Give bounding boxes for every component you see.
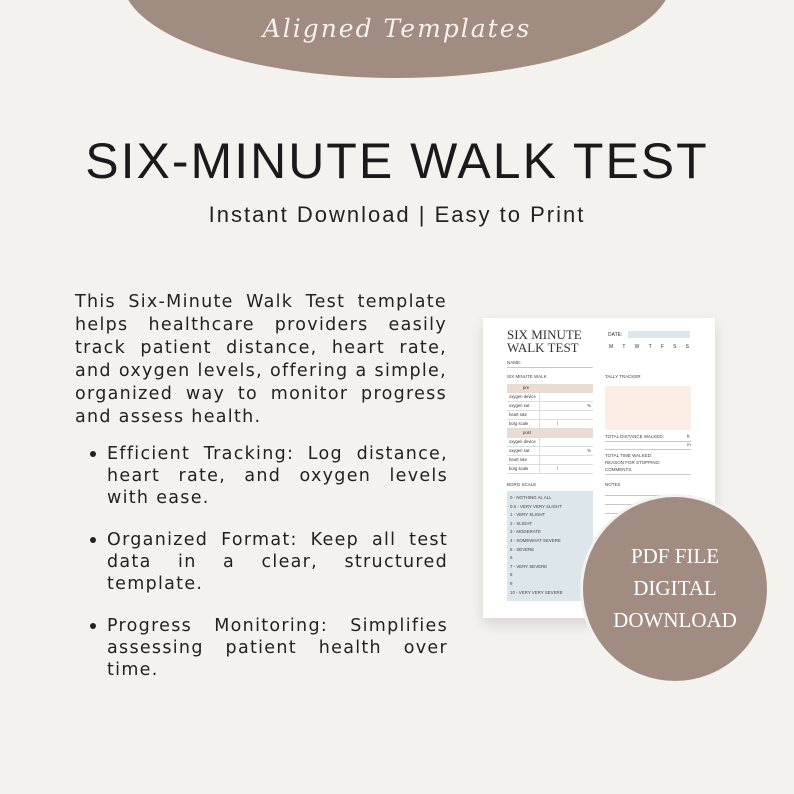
feature-item: Efficient Tracking: Log distance, heart rate, and oxygen levels with ease.	[88, 443, 448, 509]
bullet-icon	[90, 537, 96, 543]
brand-logo-text: Aligned Templates	[262, 14, 532, 43]
preview-time-label: TOTAL TIME WALKED:	[605, 453, 653, 458]
preview-tally-label: TALLY TRACKER	[605, 374, 641, 379]
preview-comments-label: COMMENTS:	[605, 467, 633, 472]
bullet-icon	[90, 623, 96, 629]
preview-unit-ft: ft	[687, 434, 690, 439]
preview-date-label: DATE:	[608, 332, 623, 338]
preview-rule	[507, 367, 593, 368]
preview-distance-label: TOTAL DISTANCE WALKED:	[605, 434, 664, 439]
preview-pre-table: pre oxygen device oxygen sat % heart rate borg scale /	[507, 384, 593, 429]
preview-tally-box	[605, 386, 691, 430]
preview-rule	[605, 449, 691, 450]
preview-borg-scale: 0 - NOTHING AL ALL 0.5 - VERY VERY SLIGHT 1 - VERY SLIGHT 2 - SLIGHT 3 - MODERATE 4 - SOMEWHAT SEVERE 5 - SEVERE 6 7 - VERY SEVERE 8 9 10 - VERY VERY SEVERE	[507, 491, 593, 601]
preview-rule	[605, 474, 691, 475]
preview-borg-label: BORG SCALE	[507, 482, 537, 487]
preview-notes-label: NOTES	[605, 482, 621, 487]
preview-name-label: NAME:	[507, 360, 522, 365]
feature-item: Organized Format: Keep all test data in a clear, structured template.	[88, 529, 448, 595]
preview-post-table: post oxygen device oxygen sat % heart rate borg scale /	[507, 429, 593, 474]
preview-walk-label: SIX MINUTE WALK	[507, 374, 547, 379]
product-description: This Six-Minute Walk Test template helps healthcare providers easily track patient distance, heart rate, and oxygen levels, offering a simple, organized way to monitor progress and assess health.	[75, 292, 447, 427]
preview-date-field	[628, 331, 690, 338]
preview-rule	[605, 441, 691, 442]
download-badge-text: PDF FILE DIGITAL DOWNLOAD	[613, 544, 737, 632]
bullet-icon	[90, 451, 96, 457]
page-subtitle: Instant Download | Easy to Print	[208, 202, 586, 227]
feature-item: Progress Monitoring: Simplifies assessing patient health over time.	[88, 615, 448, 681]
feature-list	[88, 443, 448, 701]
page-title: SIX-MINUTE WALK TEST	[85, 133, 709, 189]
preview-days: M T W T F S S	[609, 344, 689, 350]
preview-unit-m: m	[687, 442, 691, 447]
preview-reason-label: REASON FOR STOPPING:	[605, 460, 661, 465]
preview-title: SIX MINUTE WALK TEST	[507, 327, 582, 355]
